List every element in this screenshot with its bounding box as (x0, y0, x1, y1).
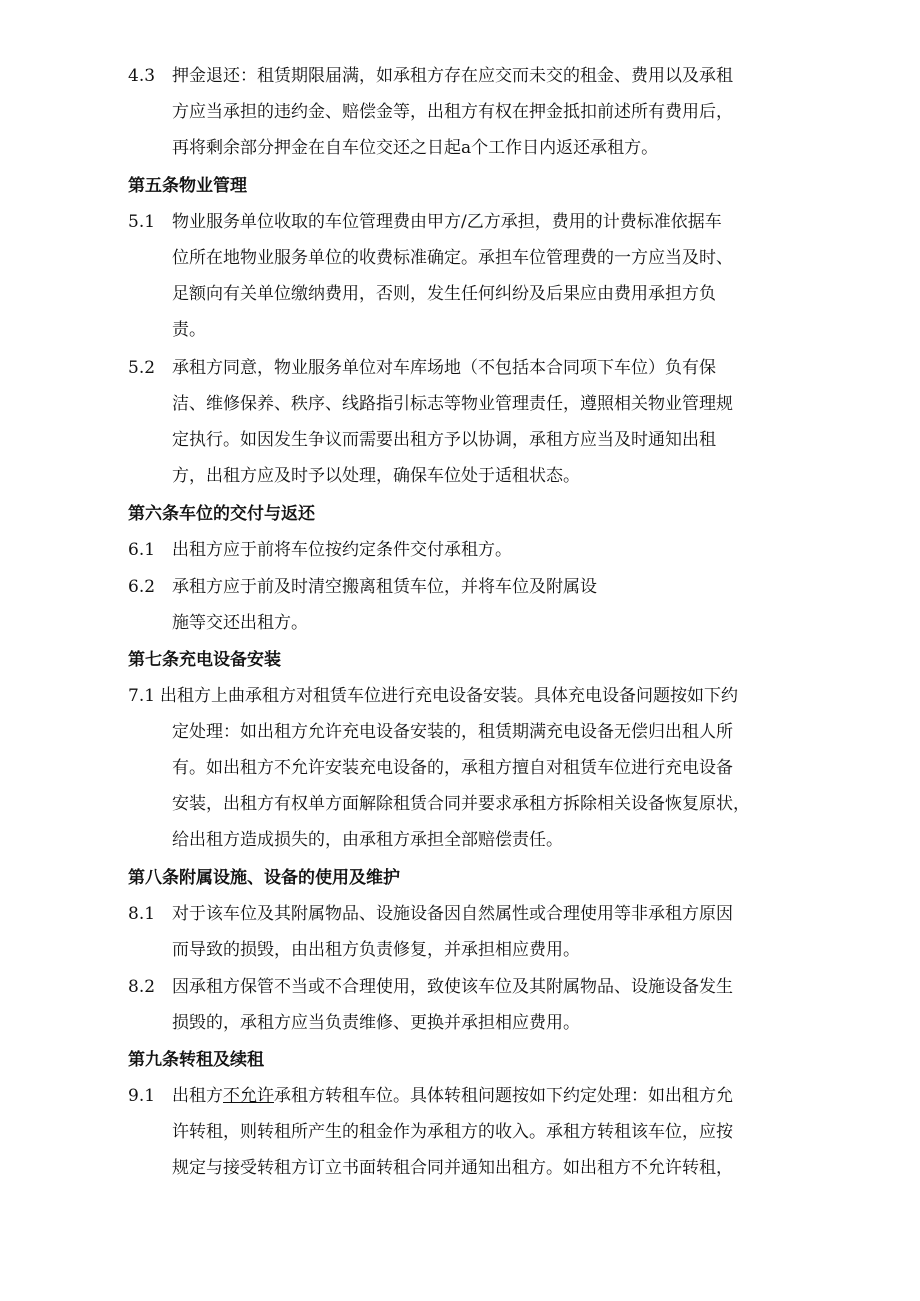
clause-text: 因承租方保管不当或不合理使用，致使该车位及其附属物品、设施设备发生 (172, 977, 733, 997)
clause-number: 6.1 (128, 540, 156, 560)
clause-text: 有。如出租方不允许安装充电设备的，承租方擅自对租赁车位进行充电设备 (172, 758, 733, 778)
clause-text: 定处理：如出租方允许充电设备安装的，租赁期满充电设备无偿归出租人所 (172, 722, 733, 742)
clause-text-part: 出租方 (172, 1086, 223, 1106)
clause-text: 出租方上曲承租方对租赁车位进行充电设备安装。具体充电设备问题按如下约 (160, 686, 738, 706)
article-9-heading: 第九条转租及续租 (128, 1050, 264, 1070)
underlined-term: 不允许 (223, 1086, 274, 1106)
clause-text: 责。 (172, 320, 206, 340)
clause-text: 损毁的，承租方应当负责维修、更换并承担相应费用。 (172, 1013, 580, 1033)
clause-number: 7.1 (128, 686, 156, 706)
clause-text: 规定与接受转租方订立书面转租合同并通知出租方。如出租方不允许转租， (172, 1158, 733, 1178)
clause-number: 8.2 (128, 977, 156, 997)
clause-number: 9.1 (128, 1086, 156, 1106)
clause-text: 给出租方造成损失的，由承租方承担全部赔偿责任。 (172, 830, 563, 850)
clause-text: 押金退还：租赁期限届满，如承租方存在应交而未交的租金、费用以及承租 (172, 66, 733, 86)
clause-text: 承租方同意，物业服务单位对车库场地（不包括本合同项下车位）负有保 (172, 358, 716, 378)
clause-text: 定执行。如因发生争议而需要出租方予以协调，承租方应当及时通知出租 (172, 430, 716, 450)
clause-text: 安装，出租方有权单方面解除租赁合同并要求承租方拆除相关设备恢复原状， (172, 794, 750, 814)
clause-text (172, 1086, 733, 1106)
clause-text: 对于该车位及其附属物品、设施设备因自然属性或合理使用等非承租方原因 (172, 904, 733, 924)
clause-number: 5.1 (128, 212, 156, 232)
clause-text: 再将剩余部分押金在自车位交还之日起a个工作日内返还承租方。 (172, 138, 659, 158)
clause-text: 方应当承担的违约金、赔偿金等，出租方有权在押金抵扣前述所有费用后， (172, 102, 733, 122)
article-6-heading: 第六条车位的交付与返还 (128, 504, 315, 524)
clause-text-part: 承租方转租车位。具体转租问题按如下约定处理：如出租方允 (274, 1086, 733, 1106)
clause-text: 而导致的损毁，由出租方负责修复，并承担相应费用。 (172, 940, 580, 960)
article-8-heading: 第八条附属设施、设备的使用及维护 (128, 868, 400, 888)
clause-text: 施等交还出租方。 (172, 613, 308, 633)
clause-number: 5.2 (128, 358, 156, 378)
clause-number: 4.3 (128, 66, 156, 86)
clause-text: 足额向有关单位缴纳费用，否则，发生任何纠纷及后果应由费用承担方负 (172, 284, 716, 304)
clause-number: 6.2 (128, 577, 156, 597)
clause-text: 出租方应于前将车位按约定条件交付承租方。 (172, 540, 512, 560)
clause-text: 洁、维修保养、秩序、线路指引标志等物业管理责任，遵照相关物业管理规 (172, 394, 733, 414)
clause-text: 物业服务单位收取的车位管理费由甲方/乙方承担，费用的计费标准依据车 (172, 212, 722, 232)
article-5-heading: 第五条物业管理 (128, 176, 247, 196)
clause-text: 位所在地物业服务单位的收费标准确定。承担车位管理费的一方应当及时、 (172, 248, 733, 268)
clause-text: 许转租，则转租所产生的租金作为承租方的收入。承租方转租该车位，应按 (172, 1122, 733, 1142)
clause-number: 8.1 (128, 904, 156, 924)
clause-text: 方，出租方应及时予以处理，确保车位处于适租状态。 (172, 466, 580, 486)
clause-text: 承租方应于前及时清空搬离租赁车位，并将车位及附属设 (172, 577, 597, 597)
article-7-heading: 第七条充电设备安装 (128, 650, 281, 670)
